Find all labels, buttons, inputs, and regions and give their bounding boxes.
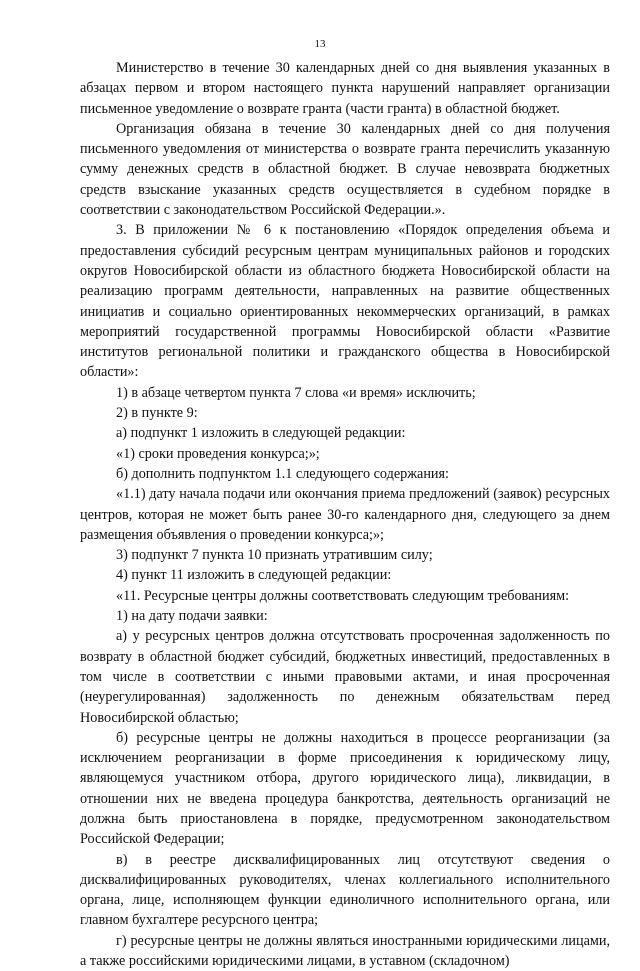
paragraph: «1.1) дату начала подачи или окончания приема предложений (заявок) ресурсных центров, которая не может быть ранее 30-го календарного дня, следующего за днем размещения объявления о проведении конкурса;»; bbox=[80, 486, 610, 543]
paragraph: б) дополнить подпунктом 1.1 следующего содержания: bbox=[116, 465, 449, 482]
paragraph: Министерство в течение 30 календарных дней со дня выявления указанных в абзацах первом и втором настоящего пункта нарушений направляет организации письменное уведомление о возврате гранта (части гранта) в областной бюджет. bbox=[80, 60, 610, 117]
paragraph: 3) подпункт 7 пункта 10 признать утратившим силу; bbox=[116, 547, 433, 564]
paragraph: Организация обязана в течение 30 календарных дней со дня получения письменного уведомления от министерства о возврате гранта перечислить указанную сумму денежных средств в областной бюджет. В случае невозврата бюджетных средств взыскание указанных средств осуществляется в судебном порядке в соответствии с законодательством Российской Федерации.». bbox=[80, 120, 610, 219]
paragraph: 1) в абзаце четвертом пункта 7 слова «и время» исключить; bbox=[116, 384, 476, 401]
paragraph: 2) в пункте 9: bbox=[116, 405, 198, 422]
paragraph: г) ресурсные центры не должны являться иностранными юридическими лицами, а также российскими юридическими лицами, в уставном (складочном) bbox=[80, 932, 610, 970]
paragraph: «1) сроки проведения конкурса;»; bbox=[116, 445, 320, 462]
paragraph: а) подпункт 1 изложить в следующей редакции: bbox=[116, 425, 406, 442]
paragraph: в) в реестре дисквалифицированных лиц отсутствуют сведения о дисквалифицированных руководителях, членах коллегиального исполнительного органа, лице, исполняющем функции единоличного исполнительного органа, или главном бухгалтере ресурсного центра; bbox=[80, 851, 610, 929]
paragraph: «11. Ресурсные центры должны соответствовать следующим требованиям: bbox=[116, 587, 570, 604]
paragraph: 1) на дату подачи заявки: bbox=[116, 608, 268, 625]
paragraph: б) ресурсные центры не должны находиться в процессе реорганизации (за исключением реорганизации в форме присоединения к юридическому лицу, являющемуся участником отбора, другого юридического лица), ликвидации, в отношении них не введена процедура банкротства, деятельность организаций не должна быть приостановлена в порядке, предусмотренном законодательством Российской Федерации; bbox=[80, 729, 610, 848]
page-number: 13 bbox=[314, 38, 326, 50]
paragraph: а) у ресурсных центров должна отсутствовать просроченная задолженность по возврату в областной бюджет субсидий, бюджетных инвестиций, предоставленных в том числе в соответствии с иными правовыми актами, и иная просроченная (неурегулированная) задолженность по денежным обязательствам перед Новосибирской областью; bbox=[80, 628, 610, 726]
paragraph: 4) пункт 11 изложить в следующей редакции: bbox=[116, 567, 392, 584]
document-body bbox=[80, 58, 610, 971]
paragraph: 3. В приложении № 6 к постановлению «Порядок определения объема и предоставления субсидий ресурсным центрам муниципальных районов и городских округов Новосибирской области из областного бюджета Новосибирской области на реализацию программ деятельности, направленных на развитие общественных инициатив и социально ориентированных некоммерческих организаций, в рамках мероприятий государственной программы Новосибирской области «Развитие институтов региональной политики и гражданского общества в Новосибирской области»: bbox=[80, 222, 610, 381]
